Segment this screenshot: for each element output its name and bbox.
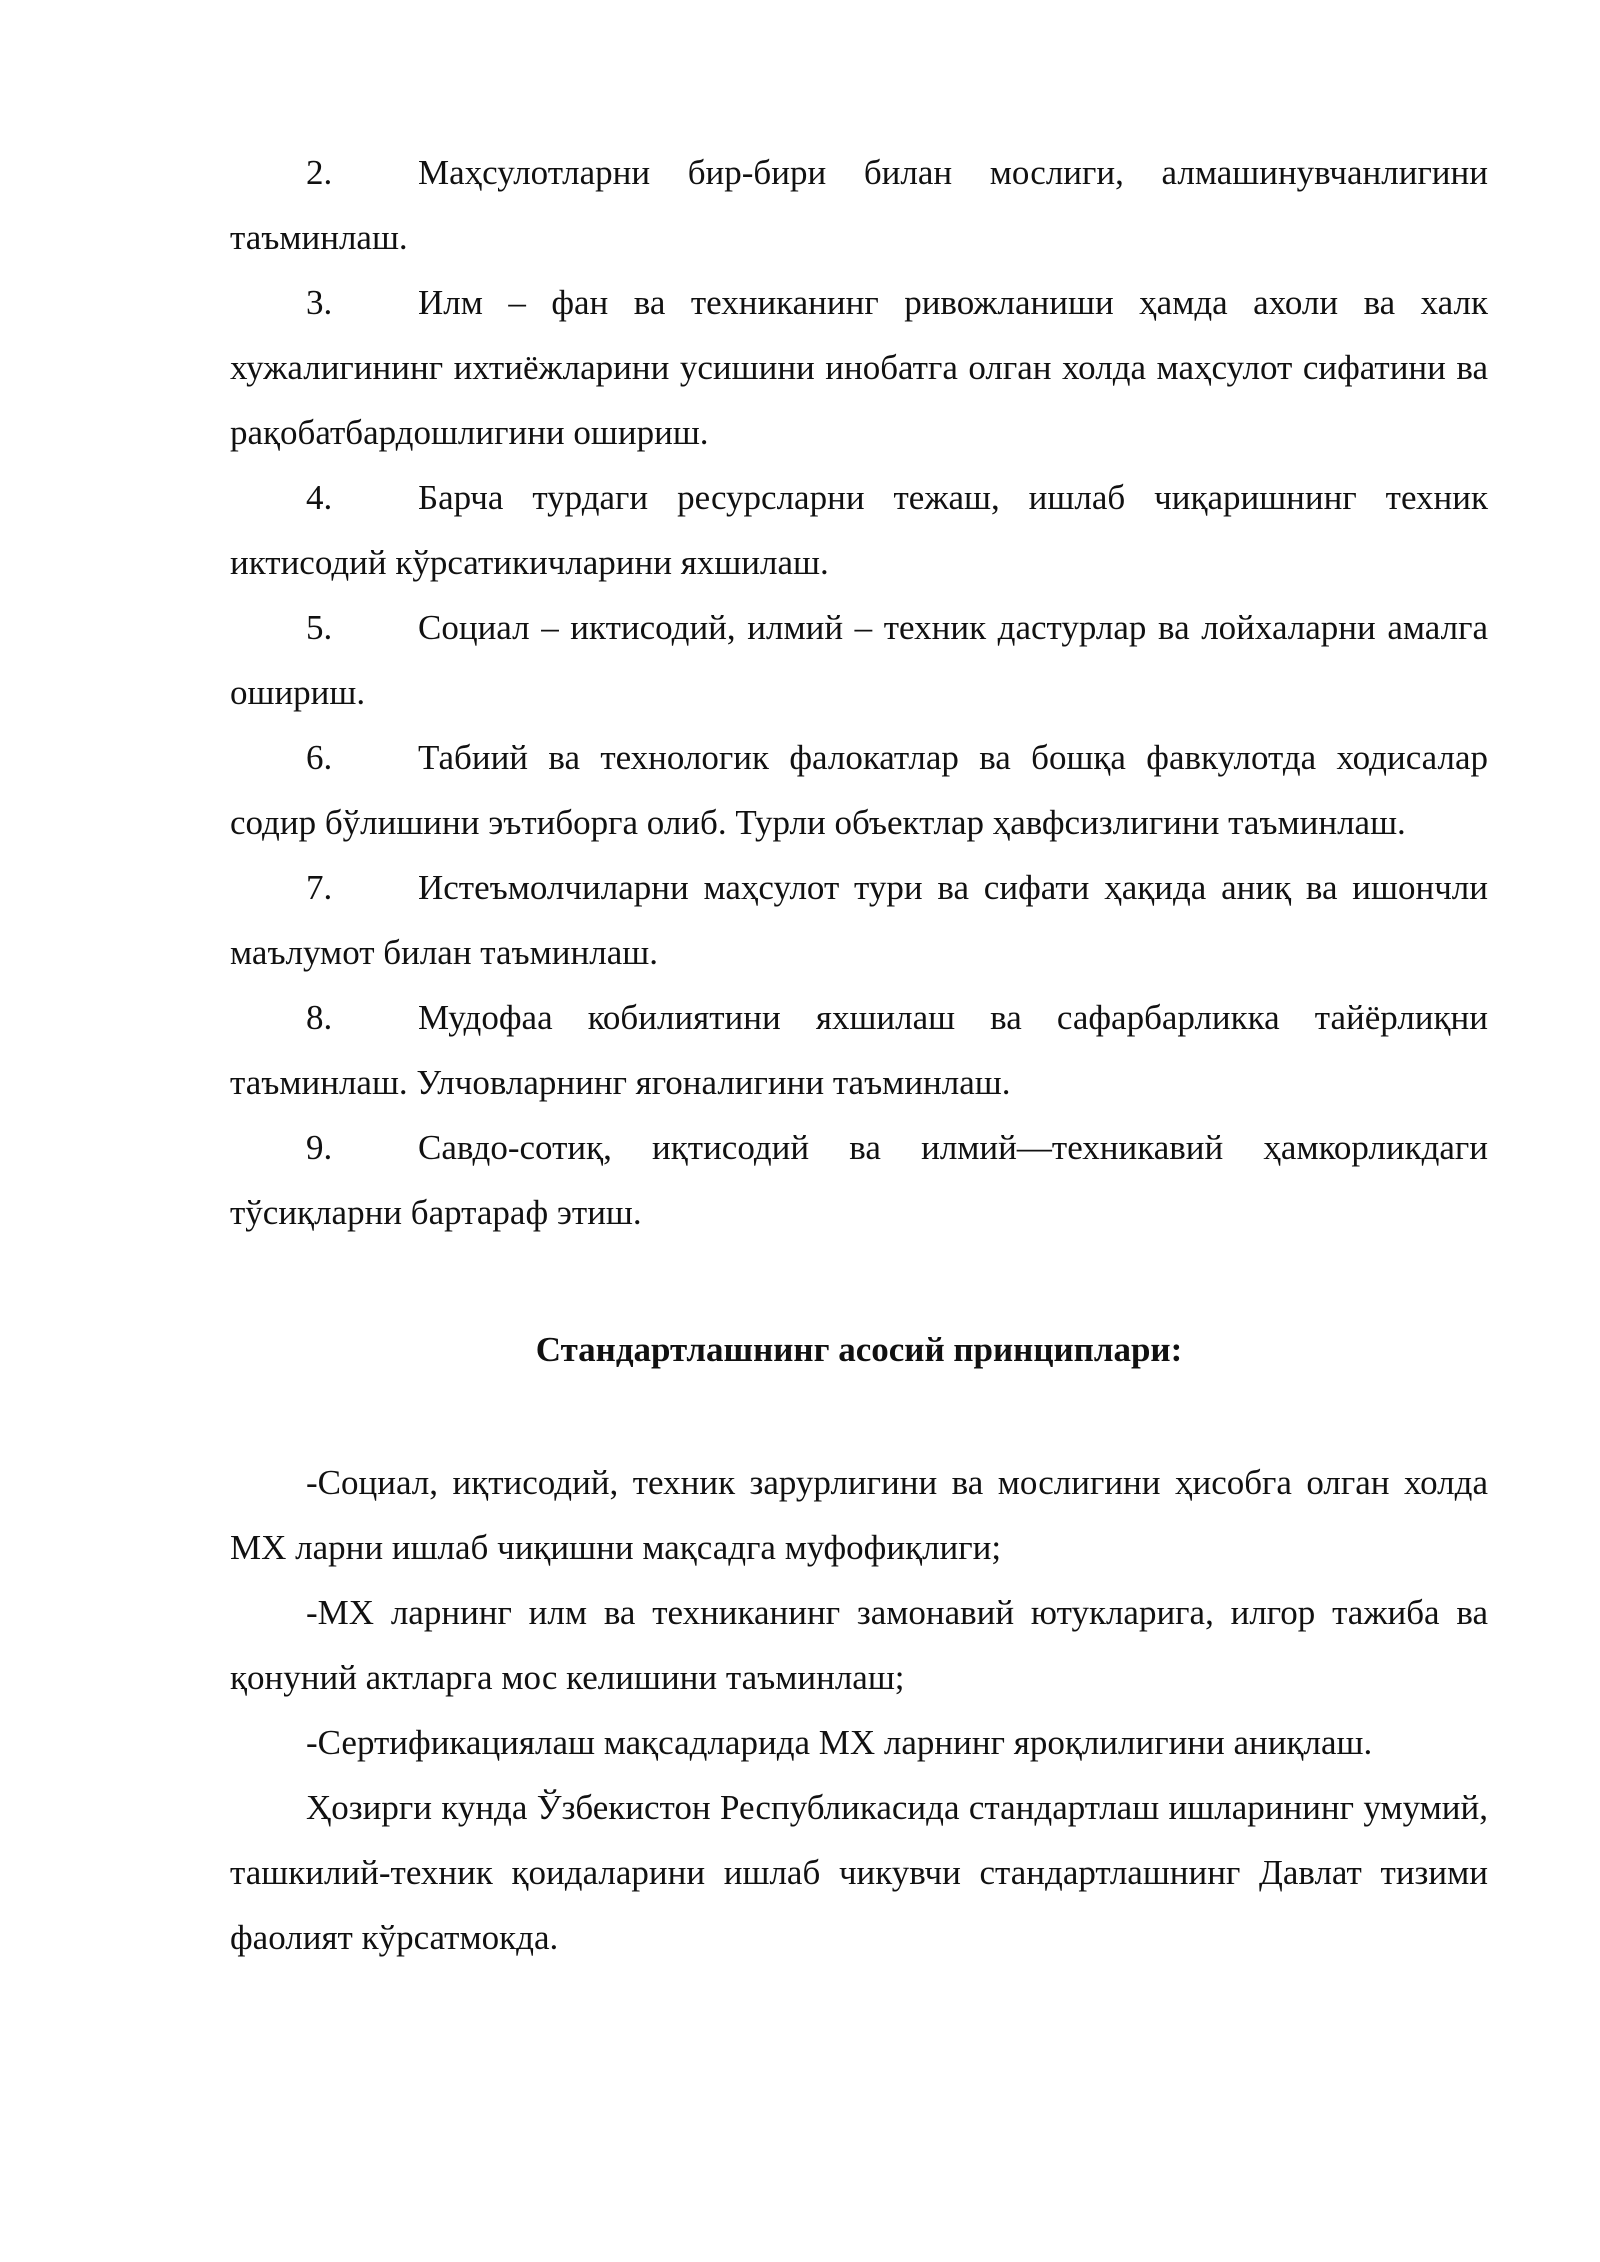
list-item-text: Истеъмолчиларни маҳсулот тури ва сифати ҳақида аниқ ва ишончли маълумот билан таъминлаш. bbox=[230, 868, 1488, 972]
list-item-number: 5. bbox=[306, 608, 333, 647]
list-item bbox=[230, 270, 1488, 465]
paragraph: -Сертификациялаш мақсадларида МХ ларнинг яроқлилигини аниқлаш. bbox=[306, 1723, 1373, 1762]
list-item bbox=[230, 465, 1488, 595]
list-item-number: 6. bbox=[306, 738, 333, 777]
list-item bbox=[230, 595, 1488, 725]
list-item bbox=[230, 725, 1488, 855]
list-item-text: Социал – иктисодий, илмий – техник дастурлар ва лойхаларни амалга ошириш. bbox=[230, 608, 1488, 712]
paragraph: -МХ ларнинг илм ва техниканинг замонавий ютукларига, илгор тажиба ва қонуний актларга мос келишини таъминлаш; bbox=[230, 1593, 1488, 1697]
list-item-number: 7. bbox=[306, 868, 333, 907]
numbered-list bbox=[230, 140, 1488, 1245]
paragraph: Ҳозирги кунда Ўзбекистон Республикасида стандартлаш ишларининг умумий, ташкилий-техник қоидаларини ишлаб чикувчи стандартлашнинг Давлат тизими фаолият кўрсатмокда. bbox=[230, 1788, 1488, 1957]
list-item-number: 3. bbox=[306, 283, 333, 322]
list-item bbox=[230, 855, 1488, 985]
list-item bbox=[230, 1115, 1488, 1245]
list-item bbox=[230, 985, 1488, 1115]
list-item-text: Барча турдаги ресурсларни тежаш, ишлаб чиқаришнинг техник иктисодий кўрсатикичларини яхшилаш. bbox=[230, 478, 1488, 582]
list-item-number: 9. bbox=[306, 1128, 333, 1167]
document-page bbox=[230, 140, 1488, 1970]
list-item-number: 8. bbox=[306, 998, 333, 1037]
list-item-number: 2. bbox=[306, 153, 333, 192]
paragraph: -Социал, иқтисодий, техник зарурлигини ва мослигини ҳисобга олган холда МХ ларни ишлаб чиқишни мақсадга муфофиқлиги; bbox=[230, 1463, 1488, 1567]
list-item bbox=[230, 140, 1488, 270]
body-paragraphs bbox=[230, 1450, 1488, 1970]
list-item-text: Савдо-сотиқ, иқтисодий ва илмий—техникавий ҳамкорликдаги тўсиқларни бартараф этиш. bbox=[230, 1128, 1488, 1232]
list-item-text: Табиий ва технологик фалокатлар ва бошқа фавкулотда ходисалар содир бўлишини эътиборга олиб. Турли объектлар ҳавфсизлигини таъминлаш. bbox=[230, 738, 1488, 842]
list-item-text: Илм – фан ва техниканинг ривожланиши ҳамда ахоли ва халк хужалигининг ихтиёжларини усишини инобатга олган холда маҳсулот сифатини ва рақобатбардошлигини ошириш. bbox=[230, 283, 1488, 452]
list-item-text: Маҳсулотларни бир-бири билан мослиги, алмашинувчанлигини таъминлаш. bbox=[230, 153, 1488, 257]
section-heading: Стандартлашнинг асосий принциплари: bbox=[535, 1330, 1183, 1369]
list-item-number: 4. bbox=[306, 478, 333, 517]
list-item-text: Мудофаа кобилиятини яхшилаш ва сафарбарликка тайёрлиқни таъминлаш. Улчовларнинг ягоналигини таъминлаш. bbox=[230, 998, 1488, 1102]
